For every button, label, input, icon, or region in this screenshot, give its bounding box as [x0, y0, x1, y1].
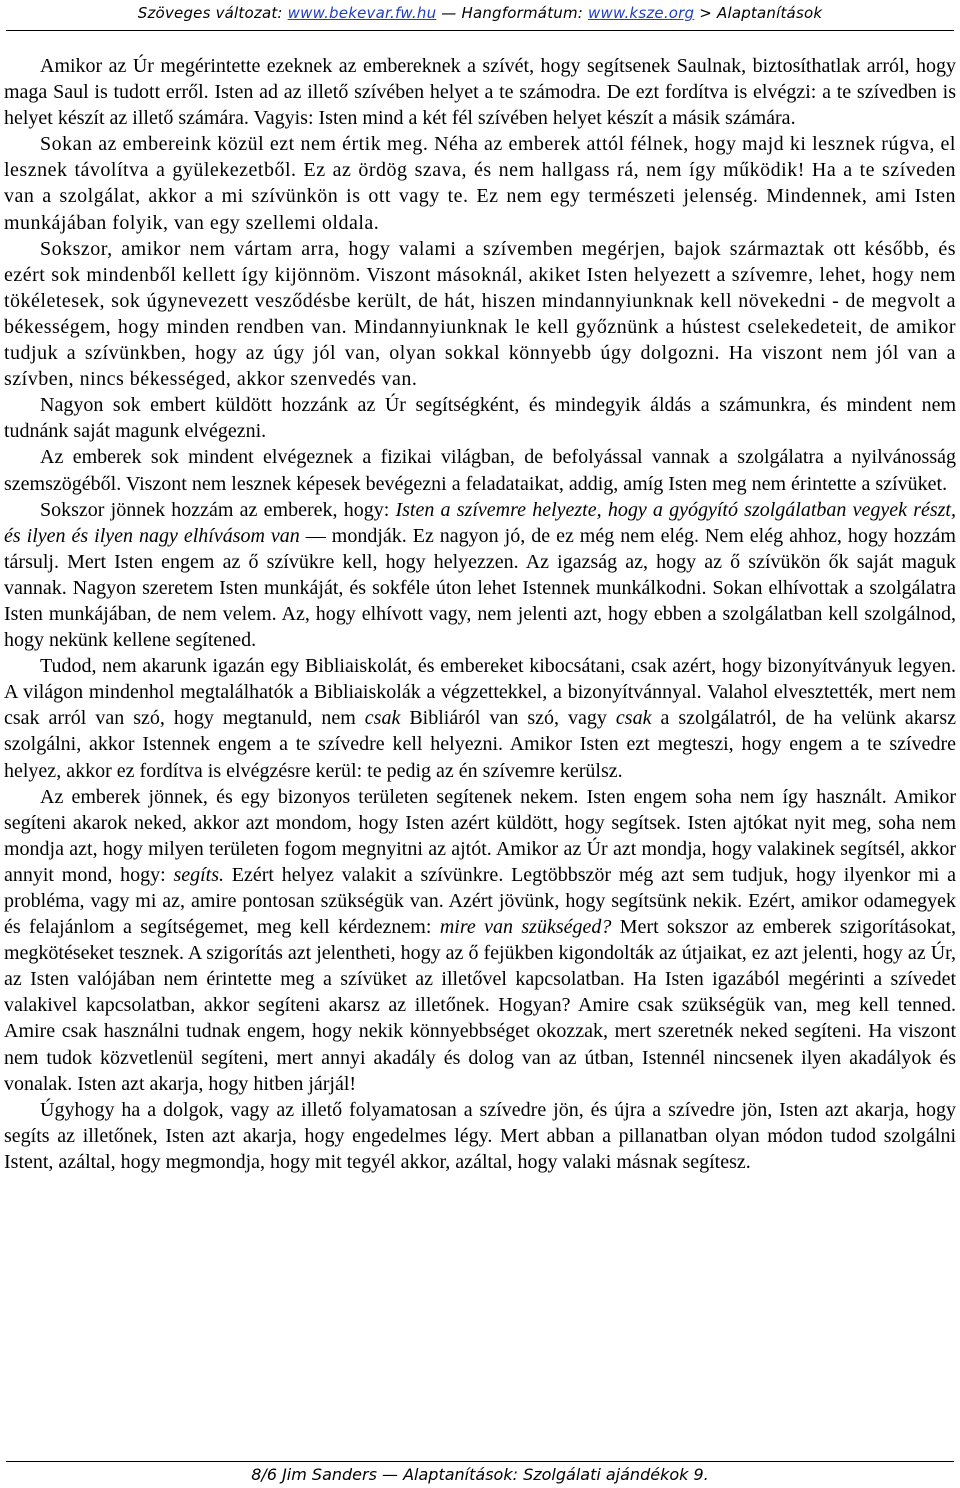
p8-em-1: segíts.: [173, 863, 224, 886]
p7-em-1: csak: [364, 707, 401, 730]
p7-text-a: Tudod, nem akarunk igazán egy Bibliaiskolát, és embereket kibocsátani, csak azért, hogy bizonyítványuk legyen. A világon mindenhol megtalálhatók a Bibliaiskolák a végzettekkel, a bizonyítvánnyal. Valahol elvesztették, mert nem csak arról van szó, hogy megtanuld, nem: [4, 655, 956, 730]
page-footer: 8/6 Jim Sanders — Alaptanítások: Szolgálati ajándékok 9.: [251, 1465, 709, 1484]
paragraph-7: [4, 653, 956, 783]
p6-text-a: Sokszor jönnek hozzám az emberek, hogy:: [40, 498, 396, 521]
paragraph-4: Nagyon sok embert küldött hozzánk az Úr segítségként, és mindegyik áldás a számunkra, és mindent nem tudnánk saját magunk elvégezni.: [4, 394, 956, 443]
page-header: [0, 0, 960, 31]
p6-text-b: — mondják. Ez nagyon jó, de ez még nem elég. Nem elég ahhoz, hogy hozzám társulj. Mert Isten engem az ő szívükre kell, hogy helyezzen. Az igazság az, hogy az ő szívükön ők saját maguk vannak. Nagyon szeretem Isten munkáját, és sokféle úton lehet Istennek munkálkodni. Sokan elhívottak a szolgálatra Isten munkájában, de nem velem. Az, hogy elhívott vagy, nem jelenti azt, hogy ebben a szolgálatban kell szolgálnod, hogy nekünk kellene segítened.: [4, 524, 956, 652]
p8-text-c: Mert sokszor az emberek szigorításokat, megkötéseket tesznek. A szigorítás azt jelentheti, hogy az ő fejükben kigondolták az útjaikat, ez azt jelenti, hogy az Úr, az Isten valójában nem érintette meg a szívüket az illetővel kapcsolatban. Ha Isten igazából megérinti a szívedet valakivel kapcsolatban, akkor segíteni akarsz az illetőnek. Hogyan? Amire csak szükségük van, meg kell tenned. Amire csak használni tudnak engem, hogy nekik könnyebbséget okozzak, mert szeretnék neked segíteni. Ha viszont nem tudok közvetlenül segíteni, mert annyi akadály és dolog van az útban, Istennél nincsenek ilyen akadályok és vonalak. Isten azt akarja, hogy hitben járjál!: [4, 916, 956, 1095]
p7-text-b: Bibliáról van szó, vagy: [400, 707, 616, 730]
p8-text-b: Ezért helyez valakit a szívünkre. Legtöbbször még azt sem tudjuk, hogy ilyenkor mi a probléma, vagy mi az, amire pontosan szükségük van. Azért jövünk, hogy segítsünk nekik. Ezért, amikor odamegyek és felajánlom a segítségemet, meg kell kérdeznem:: [4, 863, 956, 939]
paragraph-8: [4, 784, 956, 1097]
paragraph-9: Úgyhogy ha a dolgok, vagy az illető folyamatosan a szívedre jön, és újra a szívedre jön, Isten azt akarja, hogy segíts az illetőnek, Isten azt akarja, hogy engedelmes légy. Mert abban a pillanatban olyan módon tudod szolgálni Istent, azáltal, hogy megmondja, hogy mit tegyél akkor, azáltal, hogy valaki másnak segítesz.: [4, 1098, 956, 1173]
p7-text-c: a szolgálatról, de ha velünk akarsz szolgálni, akkor Istennek engem a te szívedre kell helyezni. Amikor Isten ezt megteszi, hogy engem a te szívedre helyez, akkor ez fordítva is elvégzésre kerül: te pedig az én szívemre kerülsz.: [4, 707, 956, 782]
p6-quote: Isten a szívemre helyezte, hogy a gyógyító szolgálatban vegyek részt, és ilyen és ilyen nagy elhívásom van: [4, 498, 956, 547]
paragraph-3: Sokszor, amikor nem vártam arra, hogy valami a szívemben megérjen, bajok származtak ott később, és ezért sok mindenből kellett így kijönnöm. Viszont másoknál, akiket Isten helyezett a szívemre, lehet, hogy nem tökéletesek, sok úgynevezett vesződésbe került, de hát, hiszen mindannyiunknak kell növekedni - de megvolt a békességem, hogy minden rendben van. Mindannyiunknak le kell győznünk a hústest cselekedeteit, de amikor tudjuk a szívünkben, hogy az úgy jól van, olyan sokkal könnyebb úgy dolgozni. Ha viszont nem jól van a szívben, nincs békességed, akkor szenvedés van.: [4, 237, 956, 391]
document-body: [4, 53, 956, 1175]
ksze-link[interactable]: www.ksze.org: [588, 4, 695, 22]
paragraph-5: Az emberek sok mindent elvégeznek a fizikai világban, de befolyással vannak a szolgálatra a nyilvánosság szemszögéből. Viszont nem lesznek képesek bevégezni a feladataikat, addig, amíg Isten meg nem érintette a szívüket.: [4, 446, 956, 495]
paragraph-6: [4, 497, 956, 654]
bekevar-link[interactable]: www.bekevar.fw.hu: [287, 4, 437, 22]
footer-rule: [6, 1461, 954, 1462]
paragraph-1: Amikor az Úr megérintette ezeknek az embereknek a szívét, hogy segítsenek Saulnak, biztosíthatlak arról, hogy maga Saul is tudott erről. Isten ad az illető szívében helyet a te számodra. De ezt fordítva is elvégzi: a te szívedben is helyet készít az illető számára. Vagyis: Isten mind a két fél szívében helyet készít a másik számára.: [4, 55, 956, 130]
paragraph-2: Sokan az embereink közül ezt nem értik meg. Néha az emberek attól félnek, hogy majd ki lesznek rúgva, el lesznek távolítva a gyülekezetből. Ez az ördög szava, és nem hallgass rá, nem így működik! Ha a te szíveden van a szolgálat, akkor a mi szívünkön is ott vagy te. Ez nem egy természeti jelenség. Mindennek, ami Isten munkájában folyik, van egy szellemi oldala.: [4, 133, 956, 234]
header-middle: — Hangformátum:: [436, 4, 589, 22]
p7-em-2: csak: [615, 707, 652, 730]
p8-em-2: mire van szükséged?: [439, 916, 612, 939]
p8-text-a: Az emberek jönnek, és egy bizonyos területen segítenek nekem. Isten engem soha nem így használt. Amikor segíteni akarok neked, akkor azt mondom, hogy Isten azért küldött, hogy segítsek. Isten ajtókat nyit meg, soha nem mondja azt, hogy milyen területen fogom megnyitni az ajtót. Amikor az Úr azt mondja, hogy valakinek segítsél, akkor annyit mond, hogy:: [4, 785, 956, 886]
header-suffix: > Alaptanítások: [694, 4, 823, 22]
header-prefix: Szöveges változat:: [137, 4, 288, 22]
header-rule: [6, 30, 954, 31]
